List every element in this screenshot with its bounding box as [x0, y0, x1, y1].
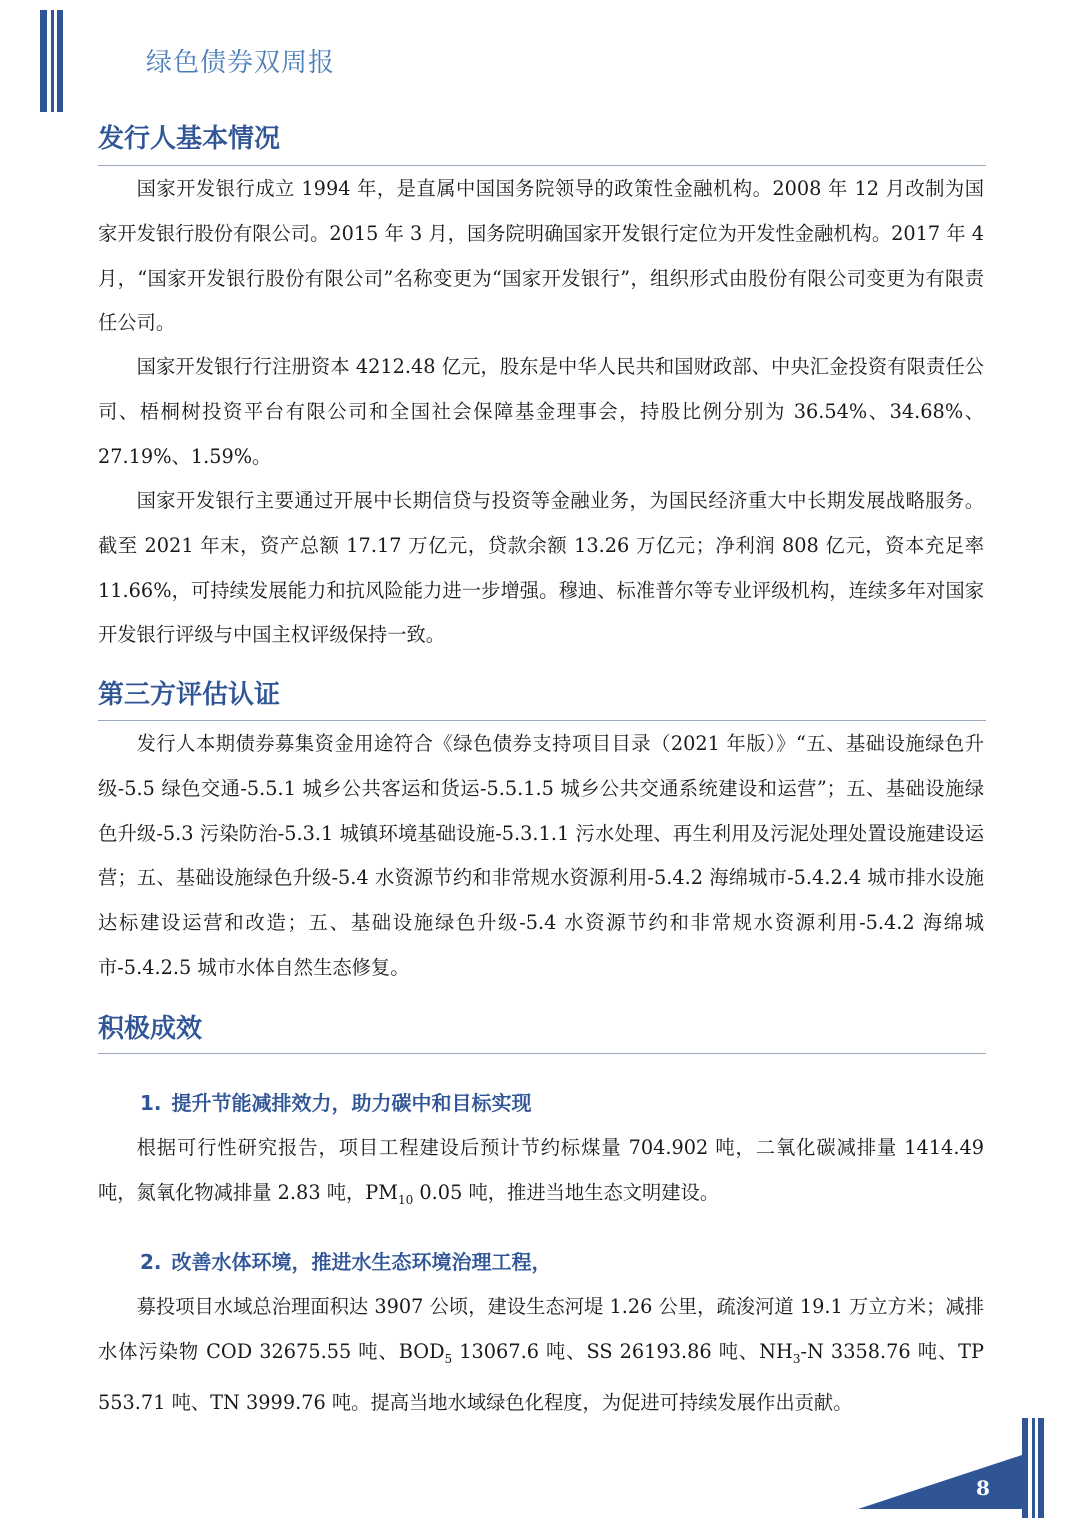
paragraph: 国家开发银行行注册资本 4212.48 亿元，股东是中华人民共和国财政部、中央汇金投资有限责任公司、梧桐树投资平台有限公司和全国社会保障基金理事会，持股比例分别为 36.54%、34.68%、27.19%、1.59%。	[98, 355, 984, 468]
section-divider	[98, 1053, 986, 1054]
subsection-number: 1.	[140, 1091, 162, 1115]
subscript: 10	[398, 1192, 414, 1207]
paragraph-text: -N 3358.76 吨、TP 553.71 吨、TN 3999.76 吨。提高当地水域绿色化程度，为促进可持续发展作出贡献。	[98, 1339, 984, 1415]
paragraph-text: 13067.6 吨、SS 26193.86 吨、NH	[452, 1339, 793, 1363]
section-divider	[98, 720, 986, 721]
subsection-heading: 提升节能减排效力，助力碳中和目标实现	[171, 1091, 532, 1115]
section-title-issuer: 发行人基本情况	[98, 124, 281, 154]
paragraph: 国家开发银行成立 1994 年，是直属中国国务院领导的政策性金融机构。2008 年 12 月改制为国家开发银行股份有限公司。2015 年 3 月，国务院明确国家开发银行定位为开发性金融机构。2017 年 4 月，“国家开发银行股份有限公司”名称变更为“国家开发银行”，组织形式由股份有限公司变更为有限责任公司。	[98, 177, 985, 335]
subscript: 5	[444, 1351, 453, 1366]
subsection-title	[140, 1246, 552, 1275]
paragraph: 发行人本期债券募集资金用途符合《绿色债券支持项目目录（2021 年版）》“五、基础设施绿色升级-5.5 绿色交通-5.5.1 城乡公共客运和货运-5.5.1.5 城乡公共交通系统建设和运营”；五、基础设施绿色升级-5.3 污染防治-5.3.1 城镇环境基础设施-5.3.1.1 污水处理、再生利用及污泥处理处置设施建设运营；五、基础设施绿色升级-5.4 水资源节约和非常规水资源利用-5.4.2 海绵城市-5.4.2.4 城市排水设施达标建设运营和改造；五、基础设施绿色升级-5.4 水资源节约和非常规水资源利用-5.4.2 海绵城市-5.4.2.5 城市水体自然生态修复。	[98, 732, 984, 979]
subsection-title	[140, 1087, 532, 1116]
header-decoration-bars	[40, 10, 64, 112]
paragraph-text: 募投项目水域总治理面积达 3907 公顷，建设生态河堤 1.26 公里，疏浚河道 19.1 万立方米；减排水体污染物 COD 32675.55 吨、BOD	[98, 1295, 984, 1363]
paragraph-text: 0.05 吨，推进当地生态文明建设。	[413, 1180, 720, 1204]
section-title-third-party: 第三方评估认证	[98, 680, 281, 710]
subscript: 3	[792, 1351, 801, 1366]
page-number: 8	[976, 1476, 990, 1500]
section-title-effects: 积极成效	[98, 1014, 203, 1044]
paragraph: 国家开发银行主要通过开展中长期信贷与投资等金融业务，为国民经济重大中长期发展战略服务。截至 2021 年末，资产总额 17.17 万亿元，贷款余额 13.26 万亿元；净利润 808 亿元，资本充足率 11.66%，可持续发展能力和抗风险能力进一步增强。穆迪、标准普尔等专业评级机构，连续多年对国家开发银行评级与中国主权评级保持一致。	[98, 489, 984, 647]
paragraph-text: 根据可行性研究报告，项目工程建设后预计节约标煤量 704.902 吨，二氧化碳减排量 1414.49 吨，氮氧化物减排量 2.83 吨，PM	[98, 1136, 984, 1204]
paragraph	[98, 1285, 984, 1426]
report-title: 绿色债券双周报	[146, 48, 336, 78]
paragraph	[98, 1126, 984, 1222]
subsection-number: 2.	[140, 1250, 162, 1274]
footer-decoration-bars	[1022, 1418, 1044, 1518]
subsection-heading: 改善水体环境，推进水生态环境治理工程，	[171, 1250, 552, 1274]
section-divider	[98, 165, 986, 166]
